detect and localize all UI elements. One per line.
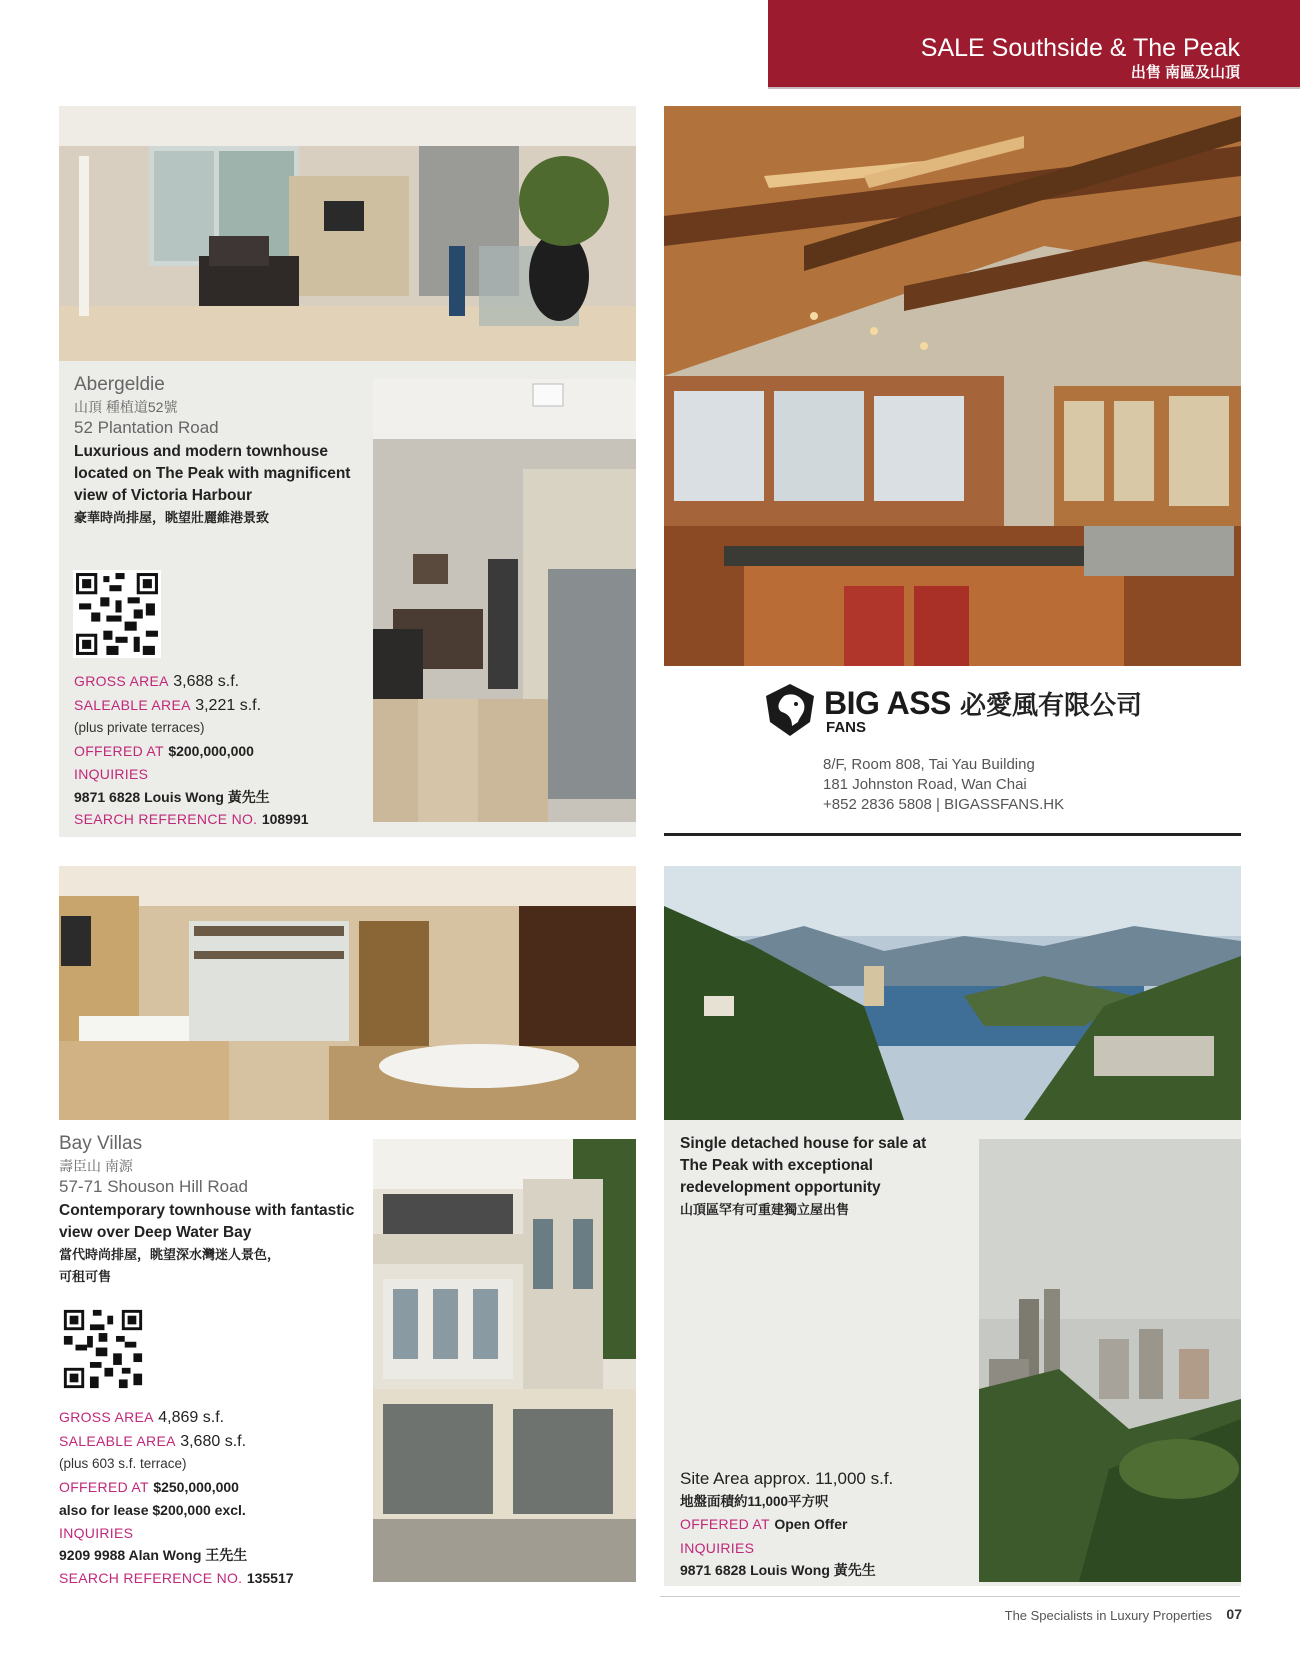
section-subtitle-cn: 出售 南區及山頂 — [1130, 64, 1240, 81]
page-number: 07 — [1226, 1606, 1242, 1622]
saleable-area-label: SALEABLE AREA — [74, 696, 191, 713]
inquiries-value: 9871 6828 Louis Wong 黃先生 — [74, 788, 270, 805]
listing-bay-villas — [59, 1132, 364, 1288]
saleable-area-value: 3,680 s.f. — [180, 1432, 247, 1450]
horse-logo-icon — [762, 682, 818, 738]
ad-brand-name: BIG ASS — [824, 685, 951, 721]
site-area: Site Area approx. 11,000 s.f. — [680, 1469, 894, 1488]
lease-note: also for lease $200,000 excl. — [59, 1502, 246, 1518]
listing-peak-house-details — [680, 1468, 893, 1582]
inquiries-label: INQUIRIES — [74, 766, 149, 782]
listing-description-cn-2: 可租可售 — [59, 1269, 112, 1284]
kitchen-photo — [373, 379, 636, 822]
qr-code-icon — [73, 570, 161, 658]
inquiries-value: 9209 9988 Alan Wong 王先生 — [59, 1547, 248, 1563]
ad-address-line-1: 8/F, Room 808, Tai Yau Building — [823, 756, 1035, 773]
reference-value: 108991 — [261, 811, 309, 827]
reference-label: SEARCH REFERENCE NO. — [74, 811, 258, 827]
offered-at-label: OFFERED AT — [680, 1516, 770, 1532]
listing-road: 57-71 Shouson Hill Road — [59, 1177, 249, 1196]
ad-kitchen-photo — [664, 106, 1241, 666]
listing-description-cn: 當代時尚排屋，眺望深水灣迷人景色， — [59, 1247, 281, 1262]
deep-water-bay-view-photo — [664, 866, 1241, 1120]
offered-at-label: OFFERED AT — [74, 742, 164, 759]
listing-name: Abergeldie — [74, 374, 165, 395]
reference-value: 135517 — [246, 1569, 294, 1586]
saleable-note: (plus 603 s.f. terrace) — [59, 1456, 187, 1471]
saleable-area-value: 3,221 s.f. — [195, 696, 262, 714]
listing-peak-house — [680, 1133, 930, 1221]
gross-area-label: GROSS AREA — [74, 673, 169, 689]
inquiries-value: 9871 6828 Louis Wong 黃先生 — [680, 1562, 876, 1578]
living-room-photo — [59, 106, 636, 361]
saleable-area-label: SALEABLE AREA — [59, 1432, 176, 1449]
gross-area-value: 3,688 s.f. — [173, 673, 240, 690]
building-exterior-photo — [373, 1139, 636, 1582]
footer-tagline — [1005, 1608, 1212, 1623]
ad-brand-cn: 必愛風有限公司 — [960, 690, 1143, 720]
listing-road: 52 Plantation Road — [74, 418, 219, 437]
qr-code-icon — [61, 1307, 145, 1391]
listing-description: Single detached house for sale at The Peak with exceptional redevelopment opportunity — [680, 1135, 927, 1196]
reference-label: SEARCH REFERENCE NO. — [59, 1569, 243, 1586]
listing-name-cn: 山頂 種植道52號 — [74, 399, 178, 415]
listing-description-cn: 豪華時尚排屋，眺望壯麗維港景致 — [74, 510, 270, 525]
ad-address-line-3: +852 2836 5808 | BIGASSFANS.HK — [823, 796, 1065, 813]
saleable-note: (plus private terraces) — [74, 720, 205, 735]
gross-area-value: 4,869 s.f. — [158, 1409, 225, 1426]
ad-address — [823, 755, 1064, 815]
ad-address-line-2: 181 Johnston Road, Wan Chai — [823, 776, 1027, 793]
listing-description-cn: 山頂區罕有可重建獨立屋出售 — [680, 1202, 850, 1217]
inquiries-label: INQUIRIES — [680, 1539, 755, 1556]
listing-name-cn: 壽臣山 南源 — [59, 1158, 133, 1174]
offered-at-value: $250,000,000 — [153, 1478, 239, 1495]
ad-bottom-rule — [664, 833, 1241, 836]
header-rule — [768, 87, 1300, 89]
listing-description: Contemporary townhouse with fantastic view over Deep Water Bay — [59, 1202, 355, 1241]
ad-brand-sub: FANS — [826, 719, 867, 736]
victoria-harbour-view-photo — [979, 1139, 1241, 1582]
offered-at-label: OFFERED AT — [59, 1478, 149, 1495]
section-header-tab — [768, 0, 1300, 88]
site-area-cn: 地盤面積約11,000平方呎 — [680, 1493, 829, 1509]
bathroom-photo — [59, 866, 636, 1120]
ad-brand-block — [762, 682, 1182, 742]
listing-abergeldie-details — [74, 670, 309, 832]
listing-bay-villas-details — [59, 1406, 294, 1590]
qr-code-abergeldie — [73, 570, 161, 658]
qr-code-bay-villas — [61, 1307, 145, 1391]
footer-tagline-text: The Specialists in Luxury Properties — [1004, 1608, 1212, 1623]
gross-area-label: GROSS AREA — [59, 1409, 154, 1425]
section-title: SALE Southside & The Peak — [920, 34, 1240, 62]
listing-abergeldie — [74, 373, 364, 529]
footer-rule — [660, 1596, 1240, 1597]
offered-at-value: Open Offer — [774, 1516, 848, 1532]
listing-description: Luxurious and modern townhouse located on The Peak with magnificent view of Victoria Harbour — [74, 443, 351, 504]
offered-at-value: $200,000,000 — [168, 742, 254, 759]
listing-name: Bay Villas — [59, 1133, 143, 1154]
inquiries-label: INQUIRIES — [59, 1524, 134, 1541]
